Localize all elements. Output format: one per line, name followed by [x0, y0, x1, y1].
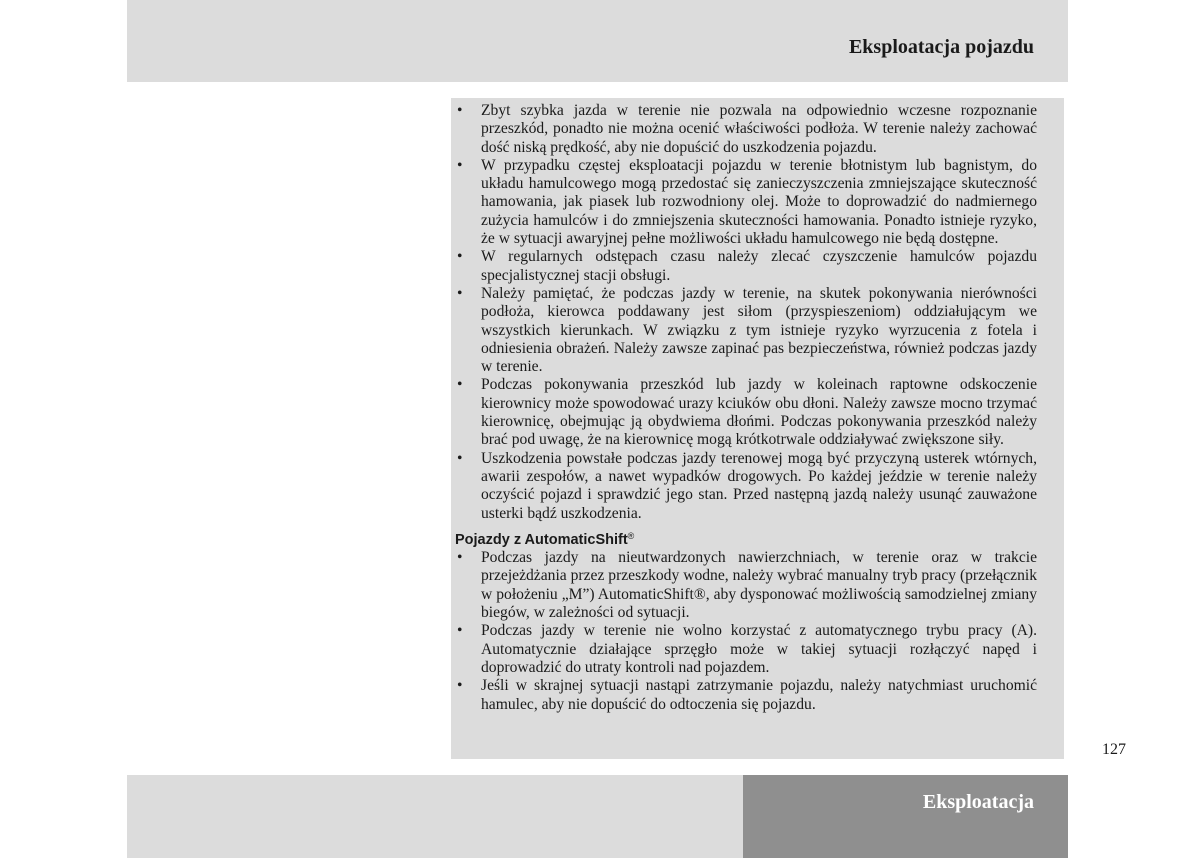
list-item: • Należy pamiętać, że podczas jazdy w terenie, na skutek pokonywania nierówności podłoża, kierowca poddawany jest siłom (przyspieszeniom) oddziałującym we wszystkich kierunkach. W związku z tym istnieje ryzyko wyrzucenia z fotela i odniesienia obrażeń. Należy zawsze zapinać pas bezpieczeństwa, również podczas jazdy w terenie. — [457, 284, 1037, 376]
section-heading: Pojazdy z AutomaticShift® — [455, 530, 635, 548]
warning-box — [451, 98, 1064, 759]
list-item: • Podczas jazdy na nieutwardzonych nawierzchniach, w terenie oraz w trakcie przejeżdżania przez przeszkody wodne, należy wybrać manualny tryb pracy (przełącznik w położeniu „M”) AutomaticShift®, aby dysponować możliwością samodzielnej zmiany biegów, w zależności od sytuacji. — [457, 549, 1037, 622]
bullet-icon: • — [457, 376, 463, 394]
bullet-icon: • — [457, 102, 463, 119]
list-item: • Podczas pokonywania przeszkód lub jazdy w koleinach raptowne odskoczenie kierownicy może spowodować urazy kciuków obu dłoni. Należy zawsze mocno trzymać kierownicę, obejmując ją obydwiema dłońmi. Podczas pokonywania przeszkód należy brać pod uwagę, że na kierownicę mogą krótkotrwale oddziaływać zwiększone siły. — [457, 376, 1037, 449]
chapter-tab — [743, 775, 1068, 858]
page-number: 127 — [1102, 741, 1126, 758]
list-item: • W przypadku częstej eksploatacji pojazdu w terenie błotnistym lub bagnistym, do układu hamulcowego mogą przedostać się zanieczyszczenia zmniejszające skuteczność hamowania, jak piasek lub rozwodniony olej. Może to doprowadzić do nadmiernego zużycia hamulców i do zmniejszenia skuteczności hamowania. Ponadto istnieje ryzyko, że w sytuacji awaryjnej pełne możliwości układu hamulcowego nie będą dostępne. — [457, 156, 1037, 248]
page-header-title: Eksploatacja pojazdu — [848, 36, 1034, 58]
header-bar — [127, 0, 1068, 82]
list-item: • Podczas jazdy w terenie nie wolno korzystać z automatycznego trybu pracy (A). Automatycznie działające sprzęgło może w takiej sytuacji rozłączyć napęd i doprowadzić do utraty kontroli nad pojazdem. — [457, 622, 1037, 676]
bullet-icon: • — [457, 449, 463, 467]
list-item: • Uszkodzenia powstałe podczas jazdy terenowej mogą być przyczyną usterek wtórnych, awarii zespołów, a nawet wypadków drogowych. Po każdej jeździe w terenie należy oczyścić pojazd i sprawdzić jego stan. Przed następną jazdą należy usunąć zauważone usterki bądź uszkodzenia. — [457, 449, 1037, 522]
list-item: • W regularnych odstępach czasu należy zlecać czyszczenie hamulców pojazdu specjalistycznej stacji obsługi. — [457, 248, 1037, 284]
warning-content — [455, 102, 1037, 714]
list-item: • Zbyt szybka jazda w terenie nie pozwala na odpowiednio wczesne rozpoznanie przeszkód, ponadto nie można ocenić właściwości podłoża. W terenie należy zachować dość niską prędkość, aby nie dopuścić do uszkodzenia pojazdu. — [457, 102, 1037, 156]
list-item: • Jeśli w skrajnej sytuacji nastąpi zatrzymanie pojazdu, należy natychmiast uruchomić hamulec, aby nie dopuścić do odtoczenia się pojazdu. — [457, 677, 1037, 713]
registered-mark: ® — [627, 530, 635, 541]
bullet-icon: • — [457, 677, 463, 695]
bullet-icon: • — [457, 156, 463, 174]
bullet-icon: • — [457, 248, 463, 266]
bullet-icon: • — [457, 284, 463, 302]
automatic-bullet-list — [455, 549, 1037, 714]
bullet-icon: • — [457, 622, 463, 640]
chapter-title: Eksploatacja — [922, 791, 1034, 813]
general-bullet-list — [455, 102, 1037, 523]
bullet-icon: • — [457, 549, 463, 567]
